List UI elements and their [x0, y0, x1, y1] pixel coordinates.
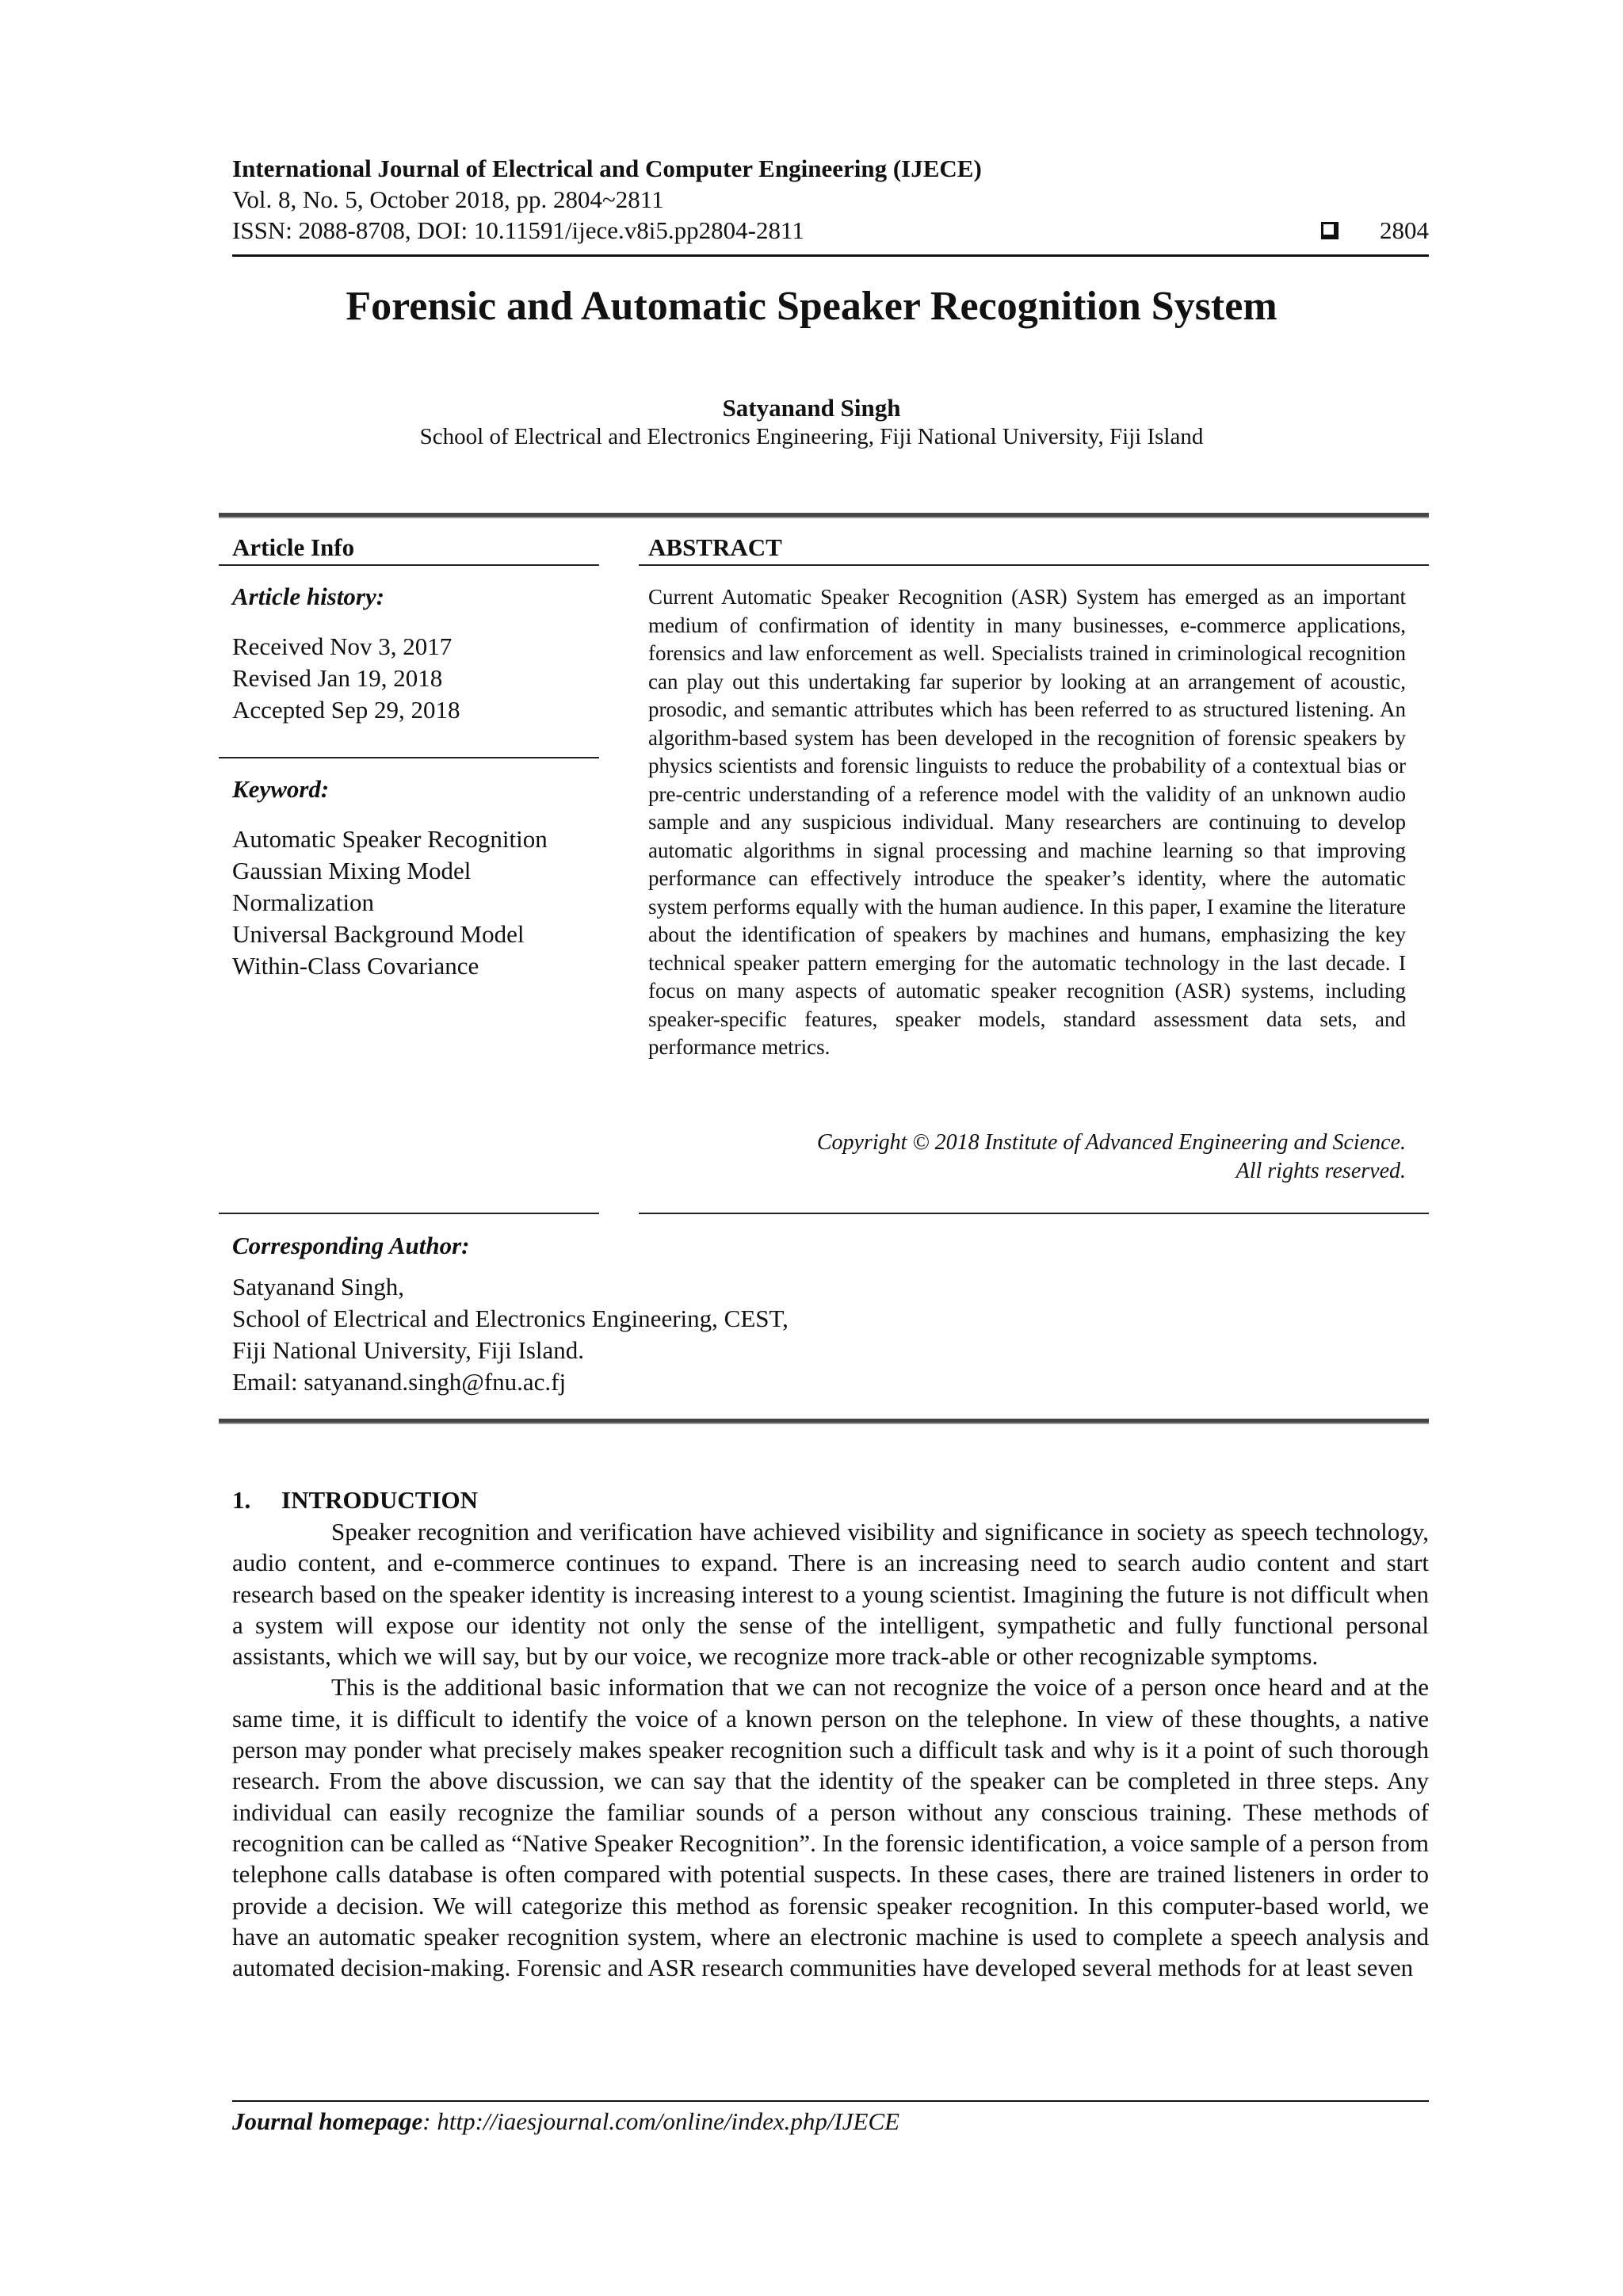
keyword-list — [232, 823, 548, 982]
corresponding-email: Email: satyanand.singh@fnu.ac.fj — [232, 1368, 567, 1396]
author-name: Satyanand Singh — [722, 394, 901, 422]
accepted-date: Accepted Sep 29, 2018 — [232, 696, 460, 724]
article-info-rule — [219, 564, 599, 566]
abstract-body: Current Automatic Speaker Recognition (ASR) System has emerged as an important medium of confirmation of identity in many businesses, e-commerce applications, forensics and law enforcement as well. Specialists trained in criminological recognition can play out this undertaking far superior by looking at an arrangement of acoustic, prosodic, and semantic attributes which has been referred to as structured listening. An algorithm-based system has been developed in the recognition of forensic speakers by physics scientists and forensic linguists to reduce the probability of a contextual bias or pre-centric understanding of a reference model with the validity of an unknown audio sample and any suspicious individual. Many researchers are continuing to develop automatic algorithms in signal processing and machine learning so that improving performance can effectively introduce the speaker’s identity, where the automatic system performs equally with the human audience. In this paper, I examine the literature about the identification of speakers by machines and humans, emphasizing the key technical speaker pattern emerging for the automatic technology in the last decade. I focus on many aspects of automatic speaker recognition (ASR) systems, including speaker-specific features, speaker models, standard assessment data sets, and performance metrics. — [648, 585, 1406, 1059]
checkbox-square-icon — [1321, 222, 1338, 239]
journal-homepage — [232, 2107, 899, 2137]
intro-paragraph: Speaker recognition and verification have achieved visibility and significance in society as speech technology, audio content, and e-commerce continues to expand. There is an increasing need to search audio content and start research based on the speaker identity is increasing interest to a young scientist. Imagining the future is not difficult when a system will expose our identity not only the sense of the intelligent, sympathetic and fully functional personal assistants, which we will say, but by our voice, we recognize more track-able or other recognizable symptoms. — [232, 1518, 1429, 1671]
volume-info: Vol. 8, No. 5, October 2018, pp. 2804~2811 — [232, 185, 664, 213]
corresponding-author-info — [232, 1271, 789, 1398]
info-box-bottom-rule — [219, 1419, 1429, 1424]
keyword-item: Normalization — [232, 888, 375, 916]
introduction-heading: 1. INTRODUCTION — [232, 1486, 479, 1514]
journal-name: International Journal of Electrical and Computer Engineering (IJECE) — [232, 155, 982, 182]
abstract-bottom-rule — [639, 1213, 1429, 1214]
corresponding-name: Satyanand Singh, — [232, 1273, 404, 1301]
keyword-item: Gaussian Mixing Model — [232, 857, 472, 884]
left-column-bottom-rule — [219, 1213, 599, 1214]
history-divider — [219, 757, 599, 758]
keyword-label: Keyword: — [232, 775, 330, 803]
keyword-item: Within-Class Covariance — [232, 952, 479, 980]
copyright-notice — [648, 1129, 1406, 1186]
article-info-heading: Article Info — [232, 533, 355, 561]
article-history-label: Article history: — [232, 583, 385, 610]
page-number: 2804 — [1380, 216, 1429, 244]
footer-divider — [232, 2100, 1429, 2102]
corresponding-univ: Fiji National University, Fiji Island. — [232, 1336, 585, 1364]
corresponding-author-label: Corresponding Author: — [232, 1232, 470, 1259]
page-marker — [1321, 216, 1429, 246]
keyword-item: Automatic Speaker Recognition — [232, 825, 548, 853]
revised-date: Revised Jan 19, 2018 — [232, 664, 443, 692]
rights-line: All rights reserved. — [1235, 1159, 1406, 1183]
homepage-url[interactable]: : http://iaesjournal.com/online/index.php/IJECE — [422, 2107, 900, 2135]
keyword-item: Universal Background Model — [232, 920, 525, 948]
header-divider — [232, 254, 1429, 257]
homepage-label: Journal homepage — [232, 2107, 423, 2135]
intro-paragraph: This is the additional basic information that we can not recognize the voice of a person once heard and at the same time, it is difficult to identify the voice of a known person on the telephone. In view of these thoughts, a native person may ponder what precisely makes speaker recognition such a difficult task and why is it a point of such thorough research. From the above discussion, we can say that the identity of the speaker can be completed in three steps. Any individual can easily recognize the familiar sounds of a person without any conscious training. These methods of recognition can be called as “Native Speaker Recognition”. In the forensic identification, a voice sample of a person from telephone calls database is often compared with potential suspects. In these cases, there are trained listeners in order to provide a decision. We will categorize this method as forensic speaker recognition. In this computer-based world, we have an automatic speaker recognition system, where an electronic machine is used to complete a speech analysis and automated decision-making. Forensic and ASR research communities have developed several methods for at least seven — [232, 1673, 1429, 1982]
received-date: Received Nov 3, 2017 — [232, 632, 453, 660]
info-box-top-rule — [219, 513, 1429, 518]
introduction-body — [232, 1516, 1429, 1983]
author-affiliation: School of Electrical and Electronics Engineering, Fiji National University, Fiji Island — [419, 424, 1204, 449]
copyright-line: Copyright © 2018 Institute of Advanced Engineering and Science. — [816, 1130, 1406, 1155]
paper-title: Forensic and Automatic Speaker Recognition System — [346, 284, 1277, 329]
abstract-heading: ABSTRACT — [648, 533, 782, 561]
corresponding-dept: School of Electrical and Electronics Engineering, CEST, — [232, 1305, 789, 1332]
article-history — [232, 631, 460, 726]
abstract-rule — [639, 564, 1429, 566]
issn-doi: ISSN: 2088-8708, DOI: 10.11591/ijece.v8i5.pp2804-2811 — [232, 216, 804, 244]
